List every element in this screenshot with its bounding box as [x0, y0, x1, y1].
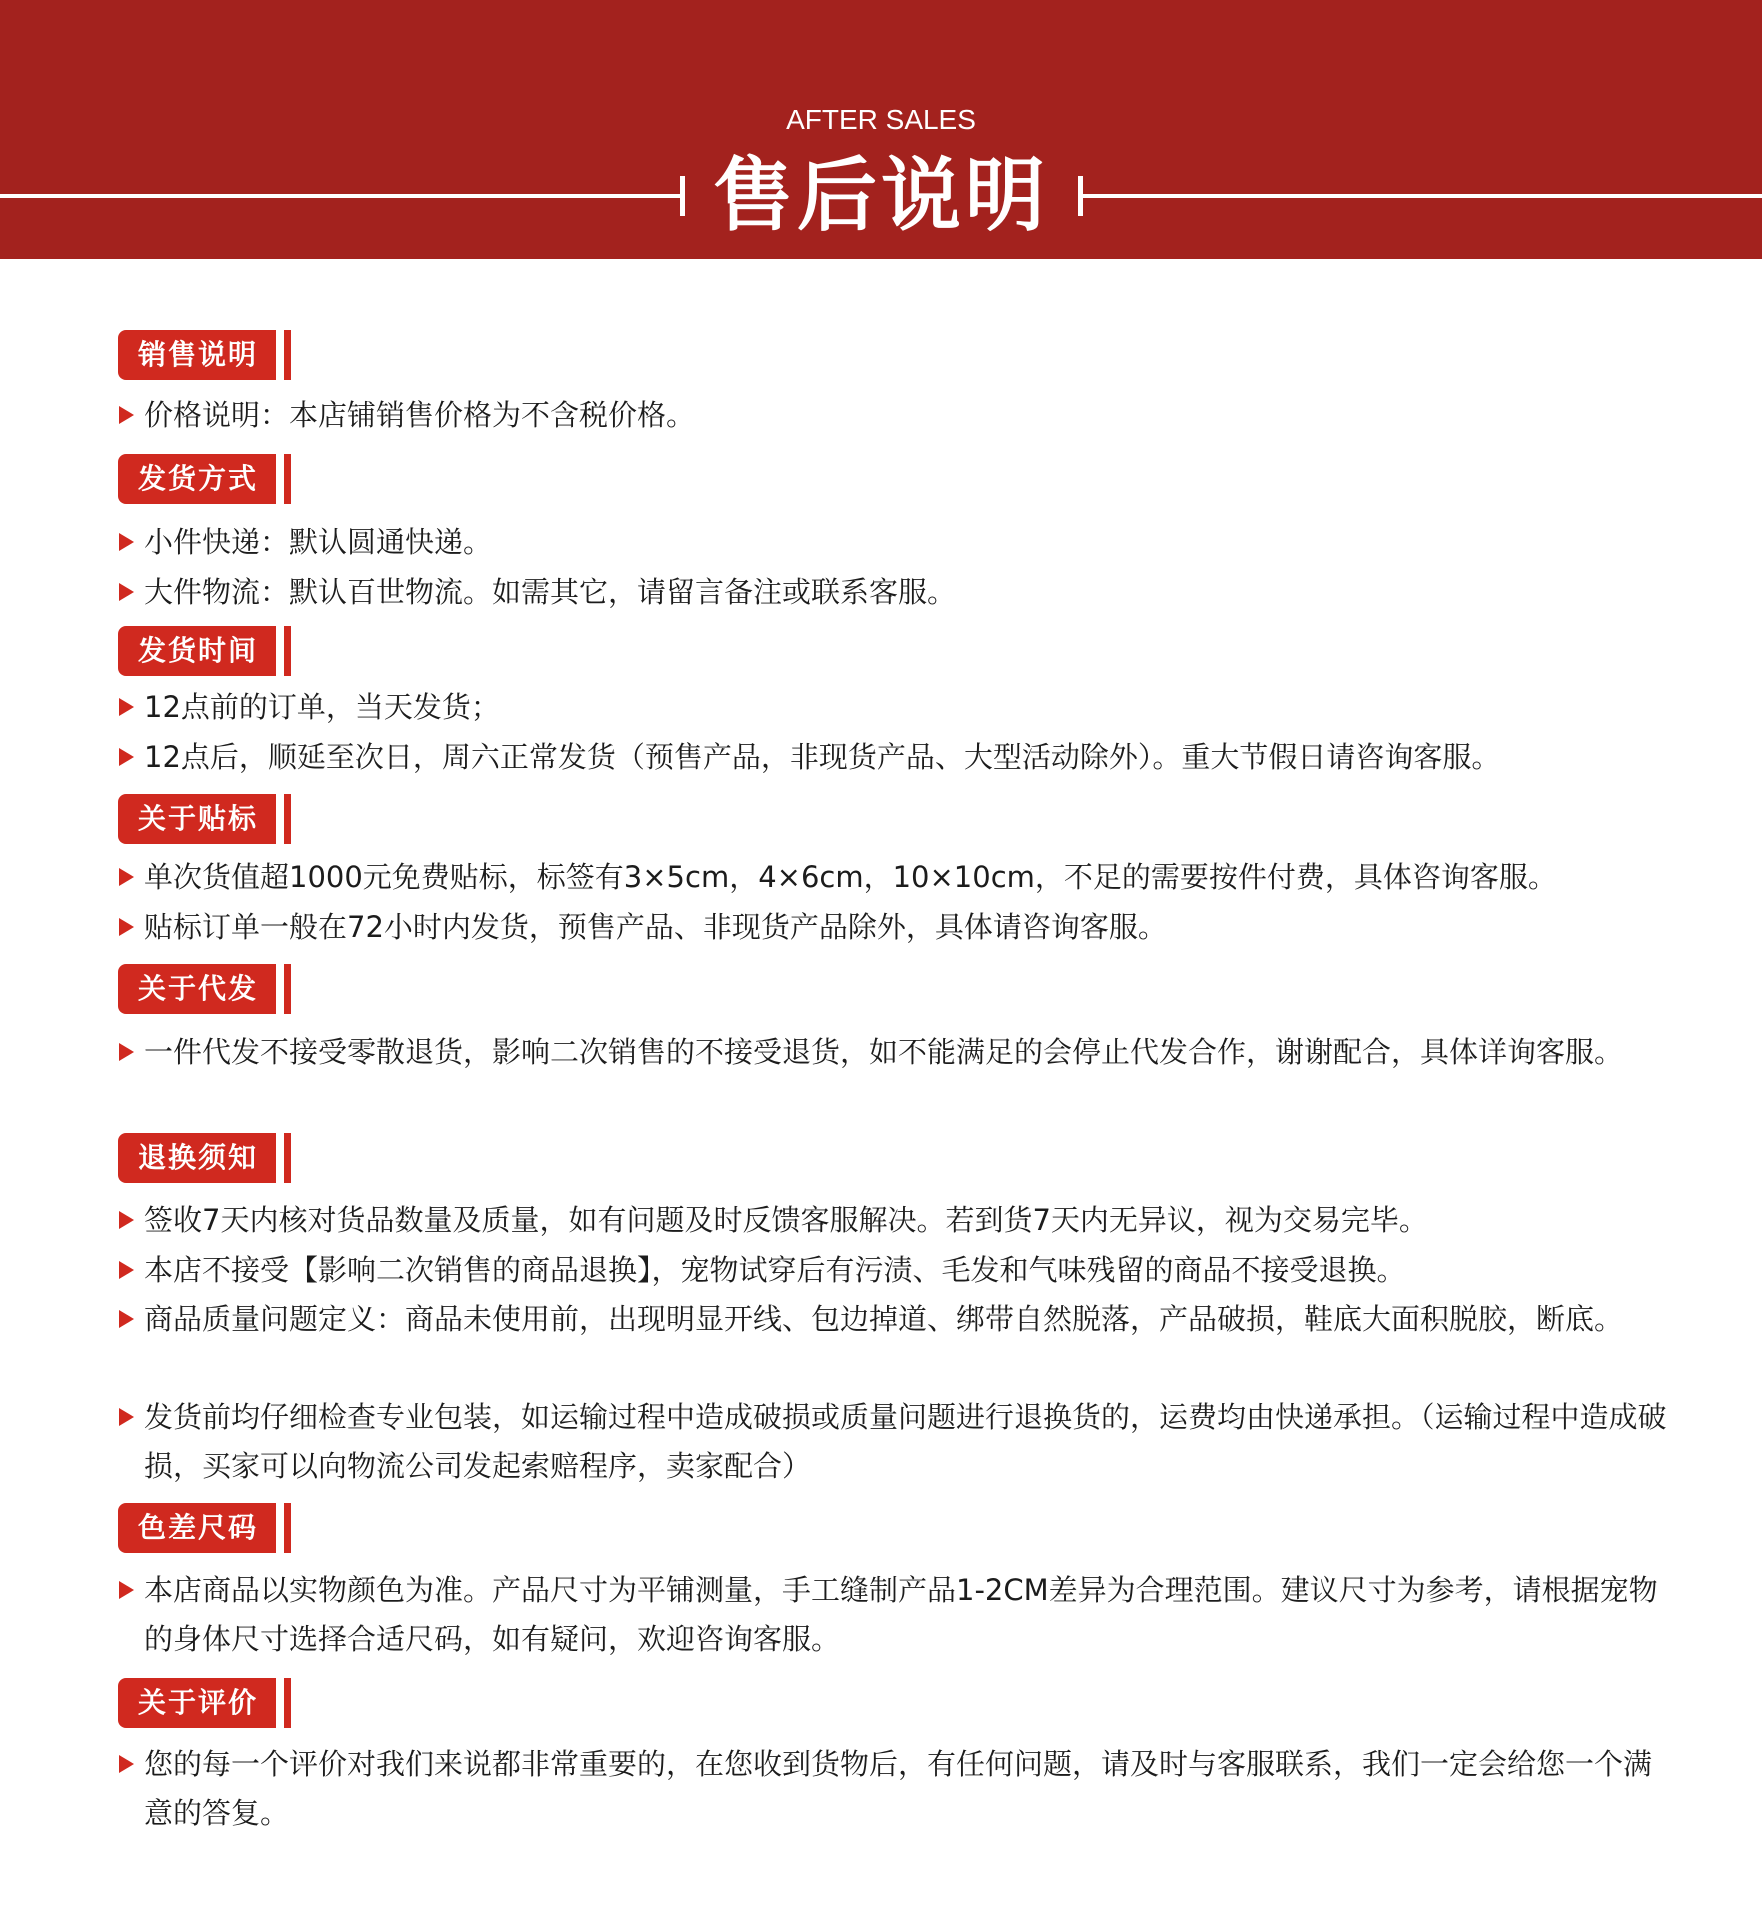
- section-bar: [284, 1503, 291, 1553]
- section-label: 退换须知: [118, 1133, 276, 1183]
- item-text: 12点前的订单，当天发货；: [144, 690, 500, 724]
- section-bar: [284, 1133, 291, 1183]
- header-subtitle: AFTER SALES: [786, 104, 976, 135]
- item-text: 您的每一个评价对我们来说都非常重要的，在您收到货物后，有任何问题，请及时与客服联系，我们一定会给您一个满意的答复。: [144, 1747, 1653, 1830]
- section-label: 关于评价: [118, 1678, 276, 1728]
- list-item: [118, 1295, 1678, 1344]
- arrow-icon: [119, 868, 134, 886]
- section-tag-returns: [118, 1133, 291, 1183]
- item-text: 价格说明：本店铺销售价格为不含税价格。: [144, 398, 696, 432]
- list-item: [118, 1393, 1678, 1491]
- item-text: 小件快递：默认圆通快递。: [144, 525, 493, 559]
- arrow-icon: [119, 406, 134, 424]
- arrow-icon: [119, 748, 134, 766]
- section-bar: [284, 1678, 291, 1728]
- section-tag-color-size: [118, 1503, 291, 1553]
- section-tag-reviews: [118, 1678, 291, 1728]
- list-item: [118, 733, 1678, 782]
- list-item: [118, 1196, 1678, 1245]
- item-text: 签收7天内核对货品数量及质量，如有问题及时反馈客服解决。若到货7天内无异议，视为交易完毕。: [144, 1203, 1428, 1237]
- section-tag-labeling: [118, 794, 291, 844]
- item-text: 商品质量问题定义：商品未使用前，出现明显开线、包边掉道、绑带自然脱落，产品破损，鞋底大面积脱胶，断底。: [144, 1302, 1624, 1336]
- item-text: 单次货值超1000元免费贴标，标签有3×5cm，4×6cm，10×10cm，不足的需要按件付费，具体咨询客服。: [144, 860, 1557, 894]
- arrow-icon: [119, 1043, 134, 1061]
- list-item: [118, 1566, 1678, 1664]
- section-bar: [284, 454, 291, 504]
- arrow-icon: [119, 1310, 134, 1328]
- arrow-icon: [119, 918, 134, 936]
- list-item: [118, 1246, 1678, 1295]
- list-item: [118, 1028, 1678, 1077]
- arrow-icon: [119, 1211, 134, 1229]
- section-tag-shipping-method: [118, 454, 291, 504]
- section-label: 色差尺码: [118, 1503, 276, 1553]
- section-tag-shipping-time: [118, 626, 291, 676]
- arrow-icon: [119, 1581, 134, 1599]
- item-text: 一件代发不接受零散退货，影响二次销售的不接受退货，如不能满足的会停止代发合作，谢谢配合，具体详询客服。: [144, 1035, 1624, 1069]
- list-item: [118, 1740, 1678, 1838]
- list-item: [118, 853, 1678, 902]
- list-item: [118, 518, 1678, 567]
- section-bar: [284, 330, 291, 380]
- item-text: 大件物流：默认百世物流。如需其它，请留言备注或联系客服。: [144, 575, 957, 609]
- page-title: 售后说明: [713, 149, 1049, 242]
- section-label: 发货方式: [118, 454, 276, 504]
- arrow-icon: [119, 583, 134, 601]
- list-item: [118, 903, 1678, 952]
- item-text: 发货前均仔细检查专业包装，如运输过程中造成破损或质量问题进行退换货的，运费均由快递承担。（运输过程中造成破损，买家可以向物流公司发起索赔程序，卖家配合）: [144, 1400, 1667, 1483]
- section-label: 销售说明: [118, 330, 276, 380]
- item-text: 12点后，顺延至次日，周六正常发货（预售产品，非现货产品、大型活动除外）。重大节假日请咨询客服。: [144, 740, 1501, 774]
- section-bar: [284, 626, 291, 676]
- section-tag-sales: [118, 330, 291, 380]
- arrow-icon: [119, 698, 134, 716]
- section-bar: [284, 964, 291, 1014]
- arrow-icon: [119, 1755, 134, 1773]
- list-item: [118, 568, 1678, 617]
- arrow-icon: [119, 1261, 134, 1279]
- section-label: 关于代发: [118, 964, 276, 1014]
- arrow-icon: [119, 533, 134, 551]
- item-text: 贴标订单一般在72小时内发货，预售产品、非现货产品除外，具体请咨询客服。: [144, 910, 1167, 944]
- section-tag-dropship: [118, 964, 291, 1014]
- item-text: 本店不接受【影响二次销售的商品退换】，宠物试穿后有污渍、毛发和气味残留的商品不接受退换。: [144, 1253, 1406, 1287]
- section-bar: [284, 794, 291, 844]
- section-label: 关于贴标: [118, 794, 276, 844]
- list-item: [118, 683, 1678, 732]
- section-label: 发货时间: [118, 626, 276, 676]
- list-item: [118, 391, 1678, 440]
- arrow-icon: [119, 1408, 134, 1426]
- item-text: 本店商品以实物颜色为准。产品尺寸为平铺测量，手工缝制产品1-2CM差异为合理范围。建议尺寸为参考，请根据宠物的身体尺寸选择合适尺码，如有疑问，欢迎咨询客服。: [144, 1573, 1658, 1656]
